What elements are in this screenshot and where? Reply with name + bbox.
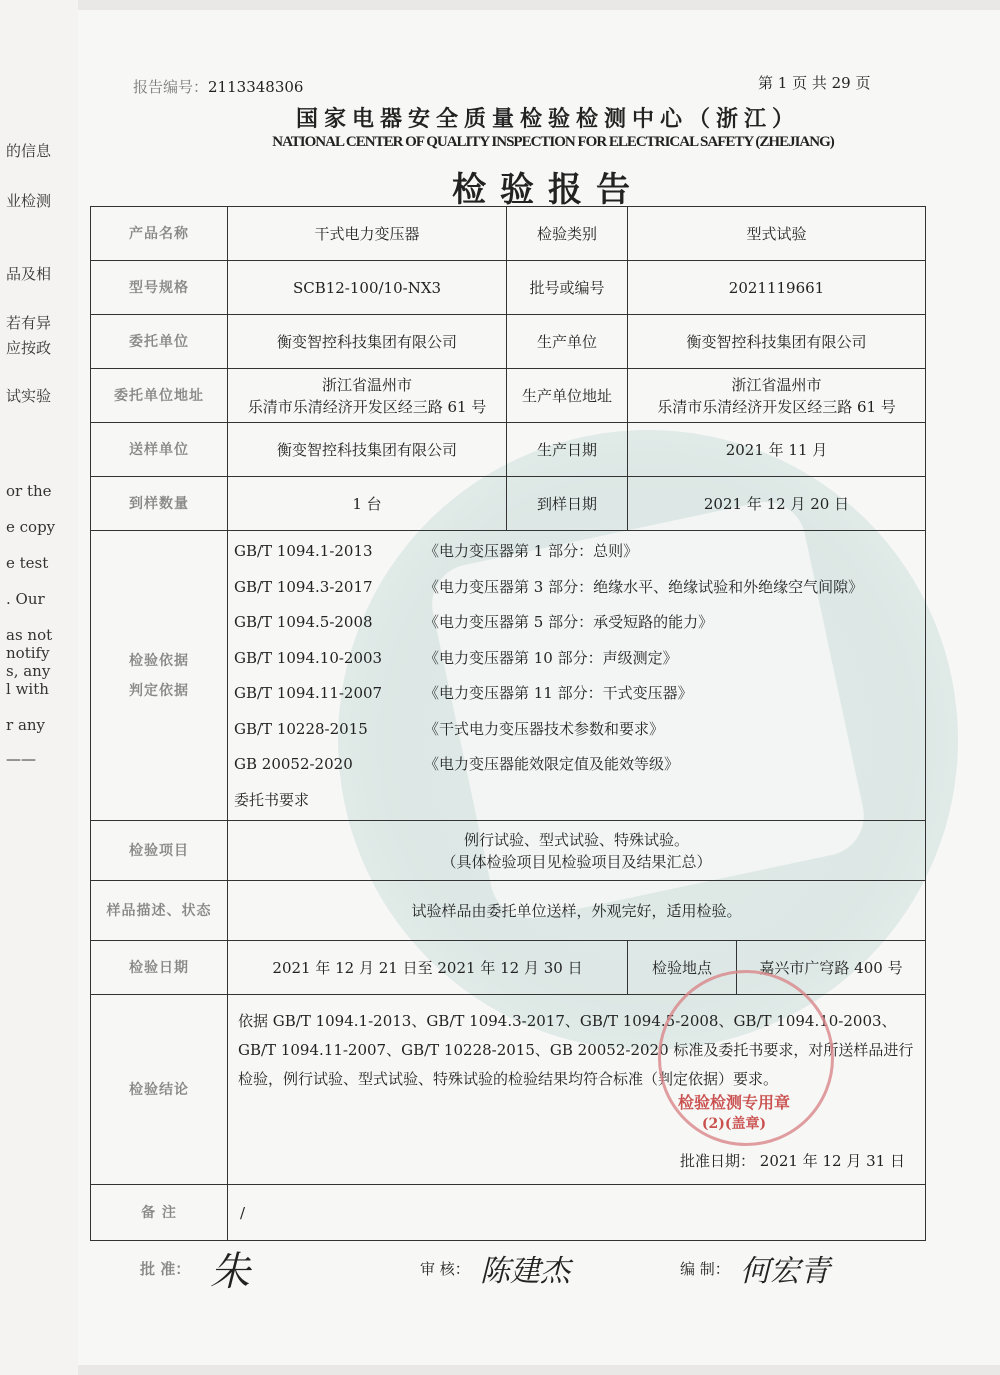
prod-date-label: 生产日期 <box>507 423 628 477</box>
place: 嘉兴市广穹路 400 号 <box>737 941 926 995</box>
center-title-cn: 国家电器安全质量检验检测中心（浙江） <box>295 106 800 132</box>
place-label: 检验地点 <box>628 941 737 995</box>
compile-label: 编 制： <box>680 1260 730 1278</box>
strip-text: 品及相 <box>6 265 52 283</box>
basis-item: GB/T 1094.5-2008 《电力变压器第 5 部分：承受短路的能力》 <box>234 613 714 632</box>
items-label: 检验项目 <box>91 821 228 881</box>
desc-label: 样品描述、状态 <box>91 881 228 941</box>
client-addr-label: 委托单位地址 <box>91 369 228 423</box>
client: 衡变智控科技集团有限公司 <box>228 315 507 369</box>
arrival-label: 到样日期 <box>507 477 628 531</box>
prod-date: 2021 年 11 月 <box>628 423 926 477</box>
model-label: 型号规格 <box>91 261 228 315</box>
strip-text: —— <box>6 750 36 768</box>
basis-item: GB/T 1094.11-2007 《电力变压器第 11 部分：干式变压器》 <box>234 684 693 703</box>
strip-text: . Our <box>6 590 45 608</box>
basis-item: 委托书要求 <box>234 790 310 809</box>
remark-label: 备 注 <box>91 1185 228 1241</box>
batch: 2021119661 <box>628 261 926 315</box>
strip-text: 应按政 <box>6 339 52 357</box>
basis-list <box>228 531 926 821</box>
approve-date: 批准日期： 2021 年 12 月 31 日 <box>680 1152 905 1170</box>
product-name: 干式电力变压器 <box>228 207 507 261</box>
approve-signature: 朱 <box>210 1249 250 1295</box>
arrival: 2021 年 12 月 20 日 <box>628 477 926 531</box>
basis-item: GB/T 1094.3-2017 《电力变压器第 3 部分：绝缘水平、绝缘试验和外绝缘空气间隙》 <box>234 577 864 596</box>
items: 例行试验、型式试验、特殊试验。 （具体检验项目见检验项目及结果汇总） <box>228 821 926 881</box>
inspection-date: 2021 年 12 月 21 日至 2021 年 12 月 30 日 <box>228 941 628 995</box>
strip-text: or the <box>6 482 52 500</box>
strip-text: 试实验 <box>6 387 52 405</box>
inspection-type-label: 检验类别 <box>507 207 628 261</box>
strip-text: as not <box>6 626 53 644</box>
strip-text: 的信息 <box>6 142 52 160</box>
strip-text: e copy <box>6 518 56 536</box>
compile-signature: 何宏青 <box>740 1254 830 1289</box>
basis-item: GB/T 1094.1-2013 《电力变压器第 1 部分：总则》 <box>234 542 639 561</box>
basis-label: 检验依据 判定依据 <box>91 531 228 821</box>
model: SCB12-100/10-NX3 <box>228 261 507 315</box>
qty: 1 台 <box>228 477 507 531</box>
strip-text: s, any <box>6 662 51 680</box>
product-name-label: 产品名称 <box>91 207 228 261</box>
left-page-strip <box>0 0 78 1375</box>
sender: 衡变智控科技集团有限公司 <box>228 423 507 477</box>
strip-text: e test <box>6 554 49 572</box>
producer-label: 生产单位 <box>507 315 628 369</box>
batch-label: 批号或编号 <box>507 261 628 315</box>
date-label: 检验日期 <box>91 941 228 995</box>
approve-label: 批 准： <box>140 1260 191 1278</box>
basis-item: GB/T 1094.10-2003 《电力变压器第 10 部分：声级测定》 <box>234 648 678 667</box>
report-page <box>78 10 1000 1365</box>
center-title-en: NATIONAL CENTER OF QUALITY INSPECTION FOR ELECTRICAL SAFETY (ZHEJIANG) <box>272 134 834 150</box>
strip-text: r any <box>6 716 46 734</box>
signature-row <box>90 1250 926 1310</box>
strip-text: notify <box>6 644 50 662</box>
producer: 衡变智控科技集团有限公司 <box>628 315 926 369</box>
desc: 试验样品由委托单位送样，外观完好，适用检验。 <box>228 881 926 941</box>
strip-text: 若有异 <box>6 314 52 332</box>
producer-addr-label: 生产单位地址 <box>507 369 628 423</box>
basis-item: GB/T 10228-2015 《干式电力变压器技术参数和要求》 <box>234 719 665 738</box>
strip-text: l with <box>6 680 49 698</box>
stamp-text: 检验检测专用章 (2)(盖章) <box>678 1093 791 1132</box>
conclusion: 依据 GB/T 1094.1-2013、GB/T 1094.3-2017、GB/T 1094.5-2008、GB/T 1094.10-2003、GB/T 1094.11-2007、GB/T 10228-2015、GB 20052-2020 标准及委托书要求，对所送样品进行检验，例行试验、型式试验、特殊试验的检验结果均符合标准（判定依据）要求。 批准日期： 2021 年 12 月 31 日 <box>228 995 926 1185</box>
producer-addr: 浙江省温州市 乐清市乐清经济开发区经三路 61 号 <box>628 369 926 423</box>
qty-label: 到样数量 <box>91 477 228 531</box>
inspection-type: 型式试验 <box>628 207 926 261</box>
report-title: 检验报告 <box>452 170 644 210</box>
client-label: 委托单位 <box>91 315 228 369</box>
review-signature: 陈建杰 <box>480 1254 570 1289</box>
sender-label: 送样单位 <box>91 423 228 477</box>
report-number: 报告编号：2113348306 <box>133 78 304 96</box>
strip-text: 业检测 <box>6 192 52 210</box>
page-info: 第 1 页 共 29 页 <box>758 74 871 92</box>
concl-label: 检验结论 <box>91 995 228 1185</box>
review-label: 审 核： <box>420 1260 470 1278</box>
client-addr: 浙江省温州市 乐清市乐清经济开发区经三路 61 号 <box>228 369 507 423</box>
basis-item: GB 20052-2020 《电力变压器能效限定值及能效等级》 <box>234 755 680 774</box>
remark: / <box>228 1185 926 1241</box>
